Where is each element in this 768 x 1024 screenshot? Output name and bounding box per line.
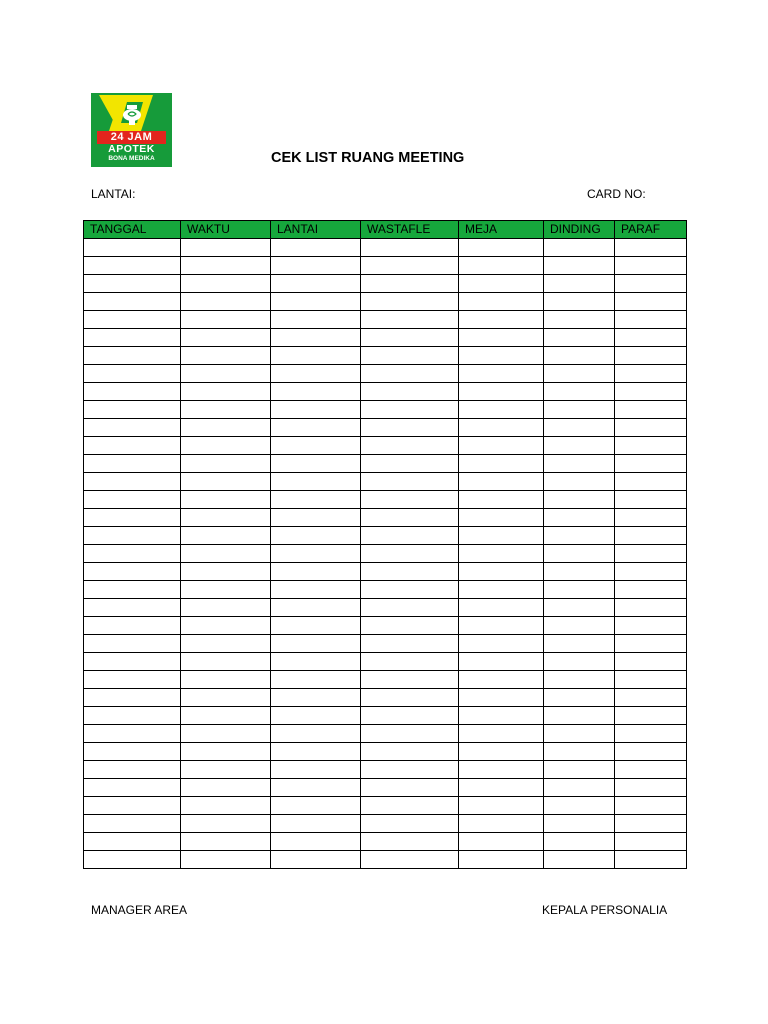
- table-cell[interactable]: [271, 563, 361, 581]
- table-cell[interactable]: [459, 509, 544, 527]
- checklist-table: [83, 220, 687, 869]
- table-cell[interactable]: [544, 689, 615, 707]
- table-row: [84, 257, 687, 275]
- table-cell[interactable]: [544, 383, 615, 401]
- table-cell[interactable]: [615, 545, 687, 563]
- table-cell[interactable]: [271, 599, 361, 617]
- table-cell[interactable]: [84, 383, 181, 401]
- table-cell[interactable]: [544, 455, 615, 473]
- table-cell[interactable]: [615, 725, 687, 743]
- table-cell[interactable]: [271, 527, 361, 545]
- table-row: [84, 617, 687, 635]
- table-cell[interactable]: [544, 815, 615, 833]
- table-row: [84, 419, 687, 437]
- table-row: [84, 275, 687, 293]
- table-cell[interactable]: [271, 311, 361, 329]
- table-cell[interactable]: [181, 509, 271, 527]
- header-paraf: PARAF: [615, 221, 687, 239]
- table-cell[interactable]: [459, 329, 544, 347]
- table-cell[interactable]: [544, 743, 615, 761]
- table-cell[interactable]: [271, 581, 361, 599]
- table-cell[interactable]: [544, 437, 615, 455]
- table-cell[interactable]: [459, 545, 544, 563]
- table-cell[interactable]: [271, 689, 361, 707]
- table-cell[interactable]: [181, 455, 271, 473]
- table-cell[interactable]: [181, 653, 271, 671]
- table-row: [84, 509, 687, 527]
- table-cell[interactable]: [84, 293, 181, 311]
- table-cell[interactable]: [615, 491, 687, 509]
- table-cell[interactable]: [181, 581, 271, 599]
- table-cell[interactable]: [544, 527, 615, 545]
- table-cell[interactable]: [271, 635, 361, 653]
- table-cell[interactable]: [84, 815, 181, 833]
- table-row: [84, 599, 687, 617]
- table-cell[interactable]: [361, 743, 459, 761]
- table-cell[interactable]: [615, 383, 687, 401]
- table-cell[interactable]: [615, 329, 687, 347]
- table-cell[interactable]: [615, 365, 687, 383]
- table-row: [84, 437, 687, 455]
- table-cell[interactable]: [459, 689, 544, 707]
- table-cell[interactable]: [361, 527, 459, 545]
- table-cell[interactable]: [615, 563, 687, 581]
- table-cell[interactable]: [544, 707, 615, 725]
- table-cell[interactable]: [271, 761, 361, 779]
- table-cell[interactable]: [361, 275, 459, 293]
- table-cell[interactable]: [181, 527, 271, 545]
- table-row: [84, 239, 687, 257]
- table-cell[interactable]: [459, 437, 544, 455]
- table-cell[interactable]: [459, 275, 544, 293]
- table-cell[interactable]: [459, 581, 544, 599]
- table-cell[interactable]: [361, 617, 459, 635]
- page-title: CEK LIST RUANG MEETING: [271, 150, 465, 166]
- table-cell[interactable]: [459, 563, 544, 581]
- table-cell[interactable]: [181, 275, 271, 293]
- table-cell[interactable]: [615, 761, 687, 779]
- table-cell[interactable]: [459, 851, 544, 869]
- table-cell[interactable]: [615, 851, 687, 869]
- table-cell[interactable]: [459, 311, 544, 329]
- table-cell[interactable]: [84, 455, 181, 473]
- table-cell[interactable]: [361, 473, 459, 491]
- table-row: [84, 833, 687, 851]
- table-cell[interactable]: [615, 671, 687, 689]
- table-cell[interactable]: [361, 851, 459, 869]
- table-cell[interactable]: [544, 491, 615, 509]
- table-cell[interactable]: [459, 401, 544, 419]
- table-cell[interactable]: [271, 707, 361, 725]
- table-cell[interactable]: [544, 257, 615, 275]
- table-cell[interactable]: [459, 779, 544, 797]
- table-cell[interactable]: [271, 257, 361, 275]
- table-cell[interactable]: [84, 275, 181, 293]
- table-cell[interactable]: [84, 347, 181, 365]
- table-cell[interactable]: [615, 815, 687, 833]
- table-row: [84, 365, 687, 383]
- table-cell[interactable]: [84, 491, 181, 509]
- table-cell[interactable]: [181, 635, 271, 653]
- table-cell[interactable]: [459, 815, 544, 833]
- table-cell[interactable]: [361, 383, 459, 401]
- table-cell[interactable]: [615, 275, 687, 293]
- table-cell[interactable]: [271, 473, 361, 491]
- table-cell[interactable]: [544, 833, 615, 851]
- table-cell[interactable]: [181, 545, 271, 563]
- table-row: [84, 815, 687, 833]
- table-cell[interactable]: [181, 743, 271, 761]
- table-cell[interactable]: [84, 509, 181, 527]
- table-cell[interactable]: [615, 779, 687, 797]
- table-cell[interactable]: [615, 617, 687, 635]
- table-cell[interactable]: [544, 851, 615, 869]
- table-row: [84, 401, 687, 419]
- logo-apotek: APOTEK: [108, 143, 155, 155]
- table-cell[interactable]: [84, 329, 181, 347]
- table-cell[interactable]: [361, 455, 459, 473]
- table-cell[interactable]: [271, 833, 361, 851]
- table-cell[interactable]: [84, 671, 181, 689]
- table-cell[interactable]: [361, 347, 459, 365]
- table-cell[interactable]: [84, 761, 181, 779]
- logo-bona-medika: BONA MEDIKA: [108, 155, 155, 162]
- table-cell[interactable]: [459, 725, 544, 743]
- table-cell[interactable]: [271, 509, 361, 527]
- table-cell[interactable]: [271, 455, 361, 473]
- table-cell[interactable]: [84, 545, 181, 563]
- table-cell[interactable]: [615, 527, 687, 545]
- table-cell[interactable]: [459, 473, 544, 491]
- table-cell[interactable]: [181, 365, 271, 383]
- table-cell[interactable]: [181, 329, 271, 347]
- table-cell[interactable]: [181, 293, 271, 311]
- table-row: [84, 851, 687, 869]
- table-cell[interactable]: [361, 833, 459, 851]
- table-cell[interactable]: [84, 581, 181, 599]
- card-no-label: CARD NO:: [587, 187, 646, 201]
- table-cell[interactable]: [361, 329, 459, 347]
- header-meja: MEJA: [459, 221, 544, 239]
- table-cell[interactable]: [84, 635, 181, 653]
- table-cell[interactable]: [271, 239, 361, 257]
- table-row: [84, 653, 687, 671]
- table-cell[interactable]: [84, 725, 181, 743]
- table-cell[interactable]: [361, 797, 459, 815]
- table-cell[interactable]: [361, 311, 459, 329]
- table-cell[interactable]: [615, 293, 687, 311]
- table-cell[interactable]: [84, 707, 181, 725]
- table-cell[interactable]: [271, 401, 361, 419]
- table-row: [84, 545, 687, 563]
- table-cell[interactable]: [181, 833, 271, 851]
- table-cell[interactable]: [271, 329, 361, 347]
- table-cell[interactable]: [84, 617, 181, 635]
- table-cell[interactable]: [271, 851, 361, 869]
- table-cell[interactable]: [544, 779, 615, 797]
- table-cell[interactable]: [544, 329, 615, 347]
- table-cell[interactable]: [181, 851, 271, 869]
- table-cell[interactable]: [361, 491, 459, 509]
- table-cell[interactable]: [544, 419, 615, 437]
- table-cell[interactable]: [84, 797, 181, 815]
- table-row: [84, 473, 687, 491]
- table-cell[interactable]: [84, 527, 181, 545]
- table-cell[interactable]: [459, 617, 544, 635]
- table-cell[interactable]: [361, 653, 459, 671]
- table-row: [84, 491, 687, 509]
- table-cell[interactable]: [361, 419, 459, 437]
- table-cell[interactable]: [271, 815, 361, 833]
- table-cell[interactable]: [181, 761, 271, 779]
- table-cell[interactable]: [615, 833, 687, 851]
- table-cell[interactable]: [615, 311, 687, 329]
- table-cell[interactable]: [361, 725, 459, 743]
- table-cell[interactable]: [615, 455, 687, 473]
- table-cell[interactable]: [544, 365, 615, 383]
- table-cell[interactable]: [361, 635, 459, 653]
- table-cell[interactable]: [84, 653, 181, 671]
- table-cell[interactable]: [181, 419, 271, 437]
- table-cell[interactable]: [271, 491, 361, 509]
- table-cell[interactable]: [181, 689, 271, 707]
- table-row: [84, 563, 687, 581]
- table-cell[interactable]: [459, 707, 544, 725]
- table-cell[interactable]: [544, 797, 615, 815]
- table-cell[interactable]: [459, 347, 544, 365]
- table-cell[interactable]: [84, 239, 181, 257]
- table-cell[interactable]: [181, 347, 271, 365]
- table-cell[interactable]: [271, 797, 361, 815]
- table-cell[interactable]: [84, 833, 181, 851]
- table-cell[interactable]: [459, 671, 544, 689]
- table-row: [84, 671, 687, 689]
- table-cell[interactable]: [459, 491, 544, 509]
- table-cell[interactable]: [544, 617, 615, 635]
- table-cell[interactable]: [361, 761, 459, 779]
- table-cell[interactable]: [361, 239, 459, 257]
- table-cell[interactable]: [459, 653, 544, 671]
- table-cell[interactable]: [84, 851, 181, 869]
- lantai-label: LANTAI:: [91, 187, 136, 201]
- table-cell[interactable]: [615, 743, 687, 761]
- table-cell[interactable]: [271, 437, 361, 455]
- table-cell[interactable]: [544, 635, 615, 653]
- table-cell[interactable]: [361, 293, 459, 311]
- table-cell[interactable]: [181, 707, 271, 725]
- table-cell[interactable]: [615, 257, 687, 275]
- table-cell[interactable]: [615, 401, 687, 419]
- table-cell[interactable]: [615, 653, 687, 671]
- table-cell[interactable]: [84, 437, 181, 455]
- table-cell[interactable]: [84, 365, 181, 383]
- table-cell[interactable]: [181, 779, 271, 797]
- table-row: [84, 743, 687, 761]
- table-cell[interactable]: [459, 743, 544, 761]
- table-cell[interactable]: [544, 347, 615, 365]
- table-cell[interactable]: [181, 401, 271, 419]
- table-cell[interactable]: [181, 617, 271, 635]
- apotek-logo: [91, 93, 172, 167]
- table-cell[interactable]: [459, 635, 544, 653]
- table-row: [84, 725, 687, 743]
- table-cell[interactable]: [615, 509, 687, 527]
- header-tanggal: TANGGAL: [84, 221, 181, 239]
- table-cell[interactable]: [361, 563, 459, 581]
- table-cell[interactable]: [271, 653, 361, 671]
- table-cell[interactable]: [181, 797, 271, 815]
- table-cell[interactable]: [181, 473, 271, 491]
- table-cell[interactable]: [544, 293, 615, 311]
- table-cell[interactable]: [181, 599, 271, 617]
- table-cell[interactable]: [361, 545, 459, 563]
- table-cell[interactable]: [181, 257, 271, 275]
- table-cell[interactable]: [544, 599, 615, 617]
- table-cell[interactable]: [459, 527, 544, 545]
- table-cell[interactable]: [84, 473, 181, 491]
- table-cell[interactable]: [84, 743, 181, 761]
- table-row: [84, 779, 687, 797]
- table-cell[interactable]: [181, 383, 271, 401]
- header-waktu: WAKTU: [181, 221, 271, 239]
- manager-area-signature: MANAGER AREA: [91, 903, 188, 917]
- table-row: [84, 707, 687, 725]
- table-cell[interactable]: [271, 779, 361, 797]
- table-cell[interactable]: [615, 437, 687, 455]
- table-cell[interactable]: [271, 545, 361, 563]
- table-cell[interactable]: [361, 815, 459, 833]
- table-cell[interactable]: [181, 491, 271, 509]
- table-cell[interactable]: [544, 671, 615, 689]
- table-cell[interactable]: [361, 599, 459, 617]
- table-cell[interactable]: [271, 275, 361, 293]
- table-cell[interactable]: [615, 419, 687, 437]
- table-cell[interactable]: [544, 581, 615, 599]
- table-body: [84, 239, 687, 869]
- table-cell[interactable]: [361, 707, 459, 725]
- table-cell[interactable]: [459, 365, 544, 383]
- table-cell[interactable]: [615, 347, 687, 365]
- table-cell[interactable]: [544, 473, 615, 491]
- table-cell[interactable]: [181, 815, 271, 833]
- table-cell[interactable]: [271, 383, 361, 401]
- table-cell[interactable]: [459, 797, 544, 815]
- table-cell[interactable]: [181, 725, 271, 743]
- table-cell[interactable]: [544, 563, 615, 581]
- table-cell[interactable]: [361, 365, 459, 383]
- table-cell[interactable]: [459, 257, 544, 275]
- table-cell[interactable]: [544, 653, 615, 671]
- table-cell[interactable]: [361, 779, 459, 797]
- table-cell[interactable]: [361, 509, 459, 527]
- table-cell[interactable]: [544, 509, 615, 527]
- table-cell[interactable]: [181, 437, 271, 455]
- table-cell[interactable]: [544, 275, 615, 293]
- table-row: [84, 527, 687, 545]
- table-cell[interactable]: [361, 581, 459, 599]
- table-cell[interactable]: [271, 743, 361, 761]
- table-cell[interactable]: [544, 761, 615, 779]
- header-dinding: DINDING: [544, 221, 615, 239]
- table-cell[interactable]: [181, 239, 271, 257]
- table-cell[interactable]: [84, 599, 181, 617]
- kepala-personalia-signature: KEPALA PERSONALIA: [542, 903, 668, 917]
- table-cell[interactable]: [84, 401, 181, 419]
- table-cell[interactable]: [84, 563, 181, 581]
- table-row: [84, 383, 687, 401]
- table-row: [84, 581, 687, 599]
- table-cell[interactable]: [615, 689, 687, 707]
- table-cell[interactable]: [84, 419, 181, 437]
- table-cell[interactable]: [84, 689, 181, 707]
- table-cell[interactable]: [271, 293, 361, 311]
- header-lantai: LANTAI: [271, 221, 361, 239]
- table-cell[interactable]: [459, 455, 544, 473]
- table-cell[interactable]: [181, 563, 271, 581]
- table-cell[interactable]: [84, 311, 181, 329]
- table-cell[interactable]: [361, 671, 459, 689]
- table-cell[interactable]: [181, 671, 271, 689]
- table-row: [84, 635, 687, 653]
- table-cell[interactable]: [361, 437, 459, 455]
- table-cell[interactable]: [615, 599, 687, 617]
- table-cell[interactable]: [615, 797, 687, 815]
- table-cell[interactable]: [361, 401, 459, 419]
- table-cell[interactable]: [271, 419, 361, 437]
- table-cell[interactable]: [544, 311, 615, 329]
- table-cell[interactable]: [615, 473, 687, 491]
- table-header-row: [84, 221, 687, 239]
- table-cell[interactable]: [615, 707, 687, 725]
- table-cell[interactable]: [361, 689, 459, 707]
- table-cell[interactable]: [544, 239, 615, 257]
- table-cell[interactable]: [615, 581, 687, 599]
- table-cell[interactable]: [271, 365, 361, 383]
- table-cell[interactable]: [615, 635, 687, 653]
- table-cell[interactable]: [271, 347, 361, 365]
- table-cell[interactable]: [84, 779, 181, 797]
- table-cell[interactable]: [84, 257, 181, 275]
- logo-24-jam: 24 JAM: [97, 131, 166, 144]
- table-cell[interactable]: [361, 257, 459, 275]
- table-cell[interactable]: [459, 293, 544, 311]
- table-cell[interactable]: [459, 383, 544, 401]
- table-cell[interactable]: [459, 419, 544, 437]
- table-row: [84, 293, 687, 311]
- table-row: [84, 455, 687, 473]
- table-cell[interactable]: [459, 761, 544, 779]
- table-cell[interactable]: [271, 671, 361, 689]
- table-row: [84, 797, 687, 815]
- table-row: [84, 347, 687, 365]
- table-cell[interactable]: [544, 545, 615, 563]
- table-cell[interactable]: [544, 725, 615, 743]
- table-row: [84, 311, 687, 329]
- table-row: [84, 329, 687, 347]
- table-cell[interactable]: [271, 617, 361, 635]
- table-cell[interactable]: [459, 599, 544, 617]
- table-row: [84, 689, 687, 707]
- table-cell[interactable]: [181, 311, 271, 329]
- header-wastafle: WASTAFLE: [361, 221, 459, 239]
- table-cell[interactable]: [459, 239, 544, 257]
- table-cell[interactable]: [271, 725, 361, 743]
- table-cell[interactable]: [459, 833, 544, 851]
- table-cell[interactable]: [615, 239, 687, 257]
- table-cell[interactable]: [544, 401, 615, 419]
- table-row: [84, 761, 687, 779]
